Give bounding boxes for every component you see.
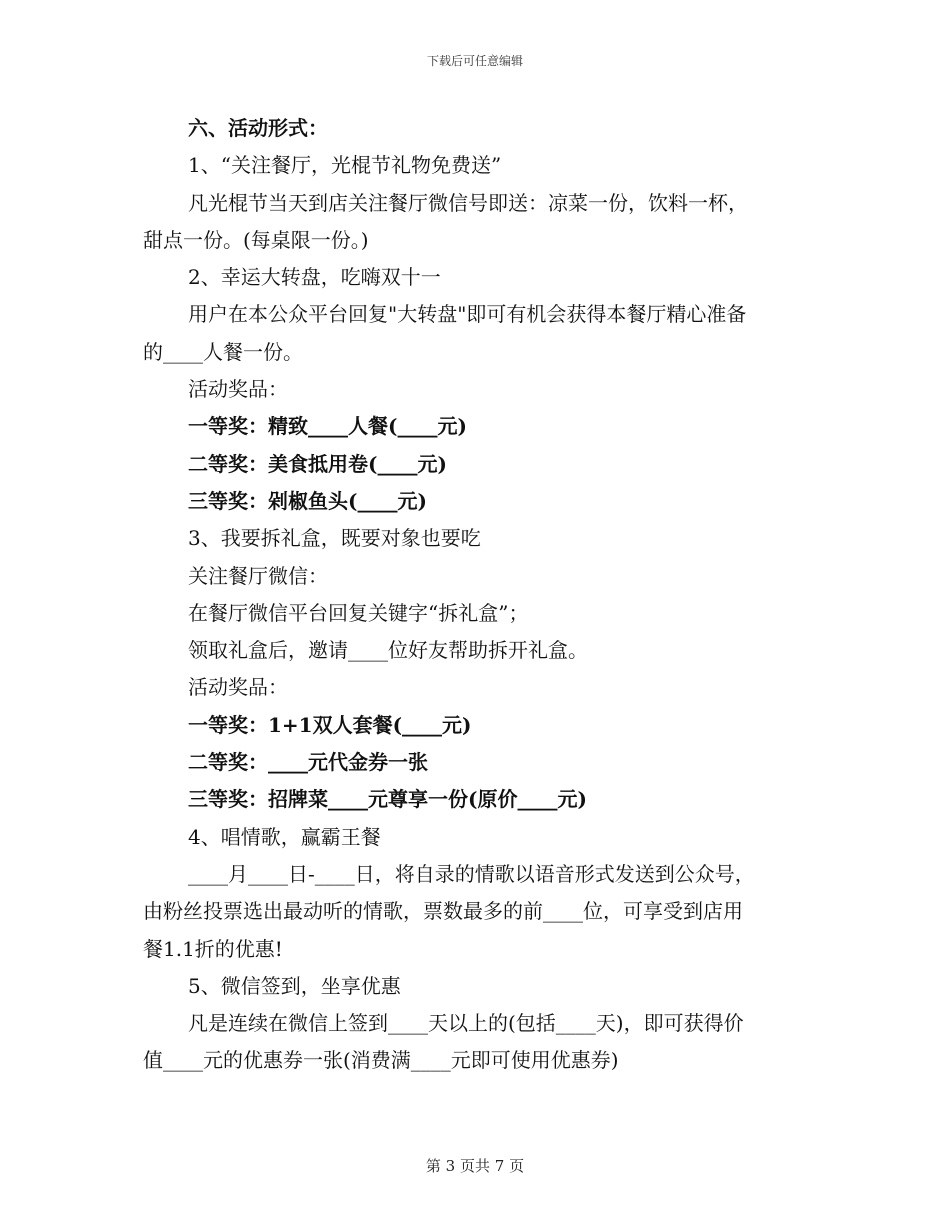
text-line: ____月____日-____日，将自录的情歌以语音形式发送到公众号，	[188, 861, 755, 886]
text-line: 的____人餐一份。	[143, 339, 303, 364]
page-header: 下载后可任意编辑	[426, 54, 523, 68]
text-line: 凡是连续在微信上签到____天以上的(包括____天)，即可获得价	[188, 1011, 744, 1036]
text-line: 3、我要拆礼盒，既要对象也要吃	[188, 526, 481, 551]
text-line: 三等奖：剁椒鱼头(____元)	[188, 488, 427, 513]
text-line: 三等奖：招牌菜____元尊享一份(原价____元)	[188, 787, 587, 812]
text-line: 2、幸运大转盘，吃嗨双十一	[188, 265, 441, 290]
text-line: 在餐厅微信平台回复关键字“拆礼盒”；	[188, 600, 529, 625]
text-line: 1、“关注餐厅，光棍节礼物免费送”	[188, 153, 502, 178]
text-line: 二等奖：美食抵用卷(____元)	[188, 451, 447, 476]
document-body	[143, 110, 813, 1080]
text-line: 领取礼盒后，邀请____位好友帮助拆开礼盒。	[188, 638, 588, 663]
text-line: 凡光棍节当天到店关注餐厅微信号即送：凉菜一份，饮料一杯，	[188, 190, 748, 215]
text-line: 餐1.1折的优惠!	[143, 936, 283, 961]
text-line: 4、唱情歌，赢霸王餐	[188, 824, 381, 849]
text-line: 活动奖品：	[188, 377, 288, 402]
text-line: 一等奖：1+1双人套餐(____元)	[188, 712, 472, 737]
text-line: 关注餐厅微信：	[188, 563, 328, 588]
text-line: 甜点一份。(每桌限一份。)	[143, 227, 369, 252]
text-line: 活动奖品：	[188, 675, 288, 700]
text-line: 六、活动形式：	[188, 116, 328, 140]
text-line: 用户在本公众平台回复"大转盘"即可有机会获得本餐厅精心准备	[188, 302, 747, 327]
text-line: 值____元的优惠券一张(消费满____元即可使用优惠券)	[143, 1048, 619, 1073]
text-line: 5、微信签到，坐享优惠	[188, 973, 401, 998]
text-line: 二等奖：____元代金券一张	[188, 750, 428, 775]
page-footer: 第 3 页共 7 页	[425, 1157, 525, 1175]
text-line: 一等奖：精致____人餐(____元)	[188, 414, 467, 439]
text-line: 由粉丝投票选出最动听的情歌，票数最多的前____位，可享受到店用	[143, 899, 743, 924]
